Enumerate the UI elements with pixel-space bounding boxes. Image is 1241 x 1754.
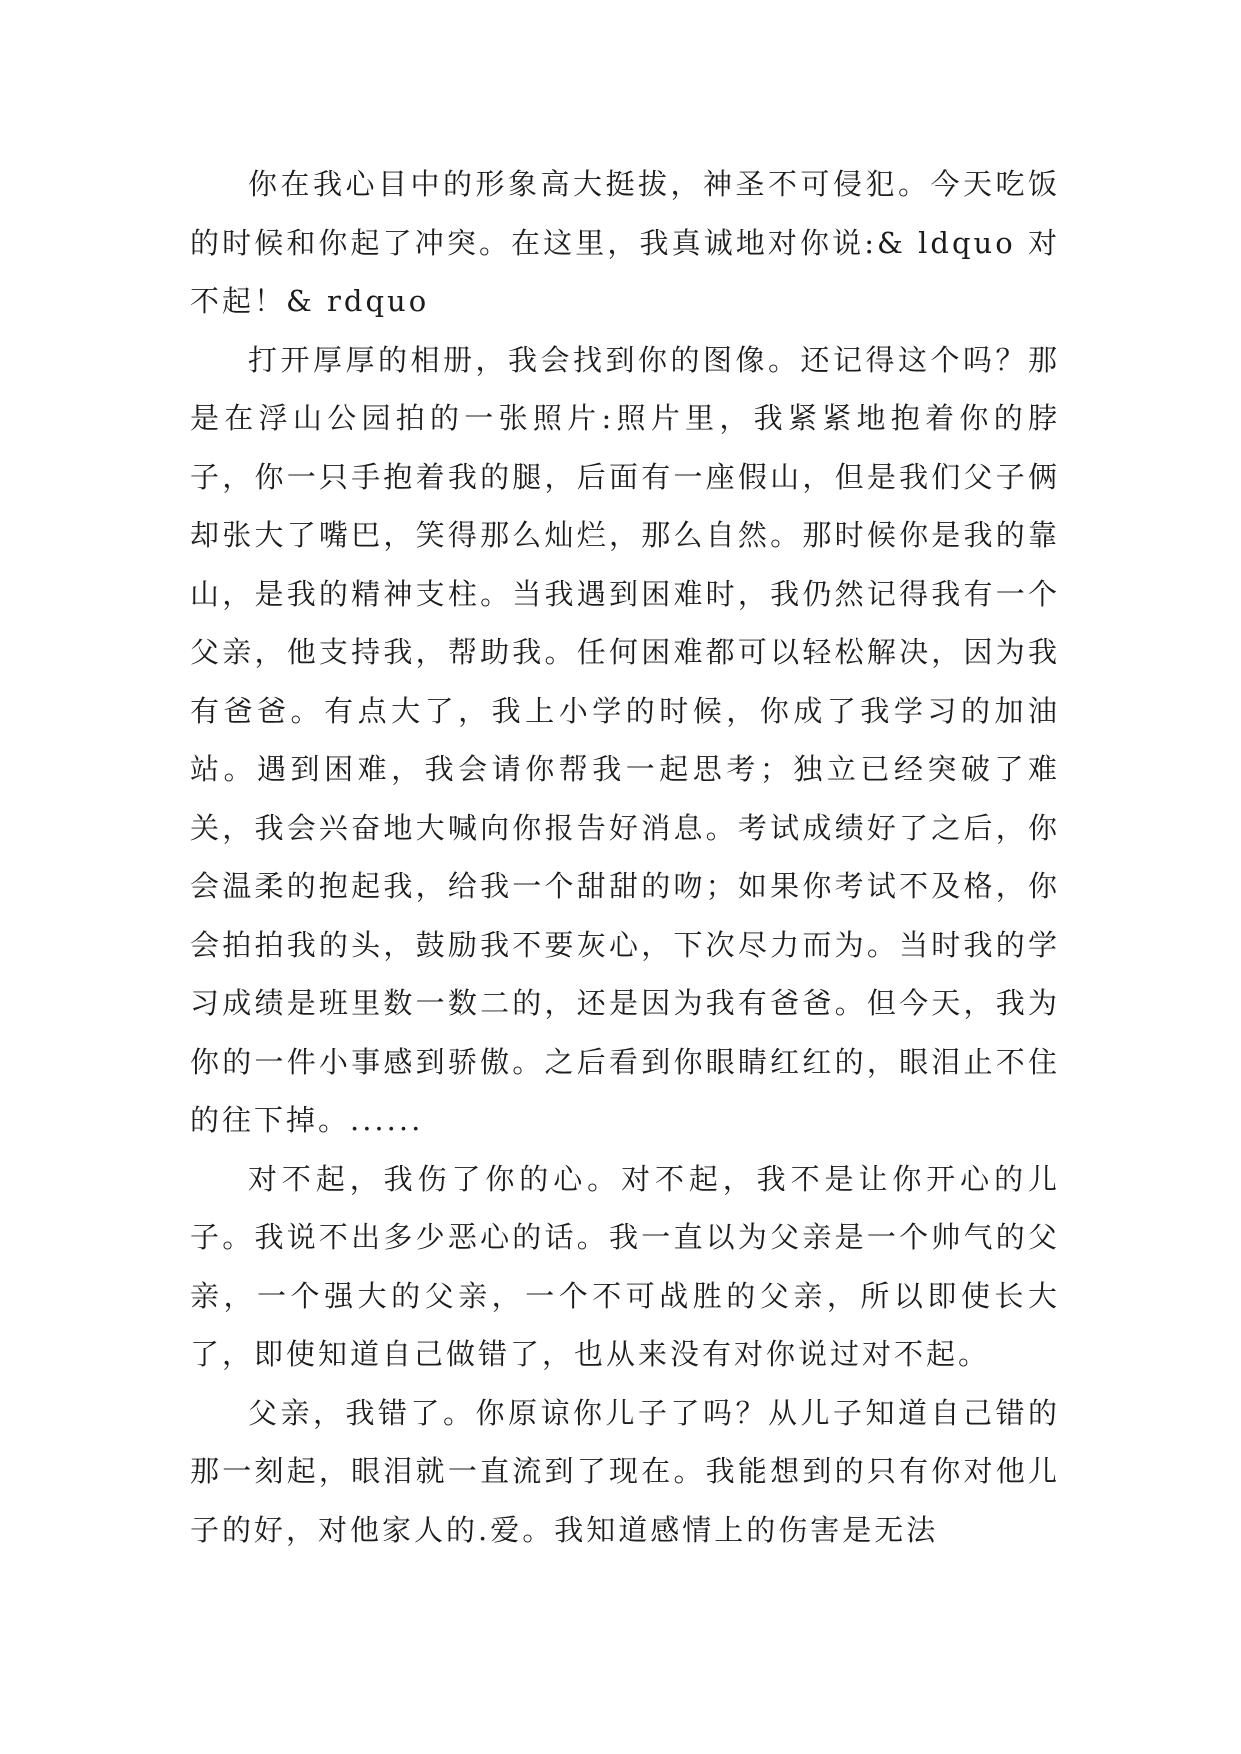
paragraph-apology-intro: 你在我心目中的形象高大挺拔，神圣不可侵犯。今天吃饭的时候和你起了冲突。在这里，我真诚地对你说:& ldquo 对不起！& rdquo <box>190 167 1060 318</box>
paragraph-sorry: 对不起，我伤了你的心。对不起，我不是让你开心的儿子。我说不出多少恶心的话。我一直以为父亲是一个帅气的父亲，一个强大的父亲，一个不可战胜的父亲，所以即使长大了，即使知道自己做错了，也从来没有对你说过对不起。 <box>190 1161 1060 1371</box>
document-body <box>190 155 1060 1559</box>
paragraph-photo-album-memory: 打开厚厚的相册，我会找到你的图像。还记得这个吗？那是在浮山公园拍的一张照片:照片里，我紧紧地抱着你的脖子，你一只手抱着我的腿，后面有一座假山，但是我们父子俩却张大了嘴巴，笑得那么灿烂，那么自然。那时候你是我的靠山，是我的精神支柱。当我遇到困难时，我仍然记得我有一个父亲，他支持我，帮助我。任何困难都可以轻松解决，因为我有爸爸。有点大了，我上小学的时候，你成了我学习的加油站。遇到困难，我会请你帮我一起思考；独立已经突破了难关，我会兴奋地大喊向你报告好消息。考试成绩好了之后，你会温柔的抱起我，给我一个甜甜的吻；如果你考试不及格，你会拍拍我的头，鼓励我不要灰心，下次尽力而为。当时我的学习成绩是班里数一数二的，还是因为我有爸爸。但今天，我为你的一件小事感到骄傲。之后看到你眼睛红红的，眼泪止不住的往下掉。...... <box>190 342 1060 1137</box>
paragraph-forgiveness: 父亲，我错了。你原谅你儿子了吗？从儿子知道自己错的那一刻起，眼泪就一直流到了现在。我能想到的只有你对他儿子的好，对他家人的.爱。我知道感情上的伤害是无法 <box>190 1395 1060 1547</box>
